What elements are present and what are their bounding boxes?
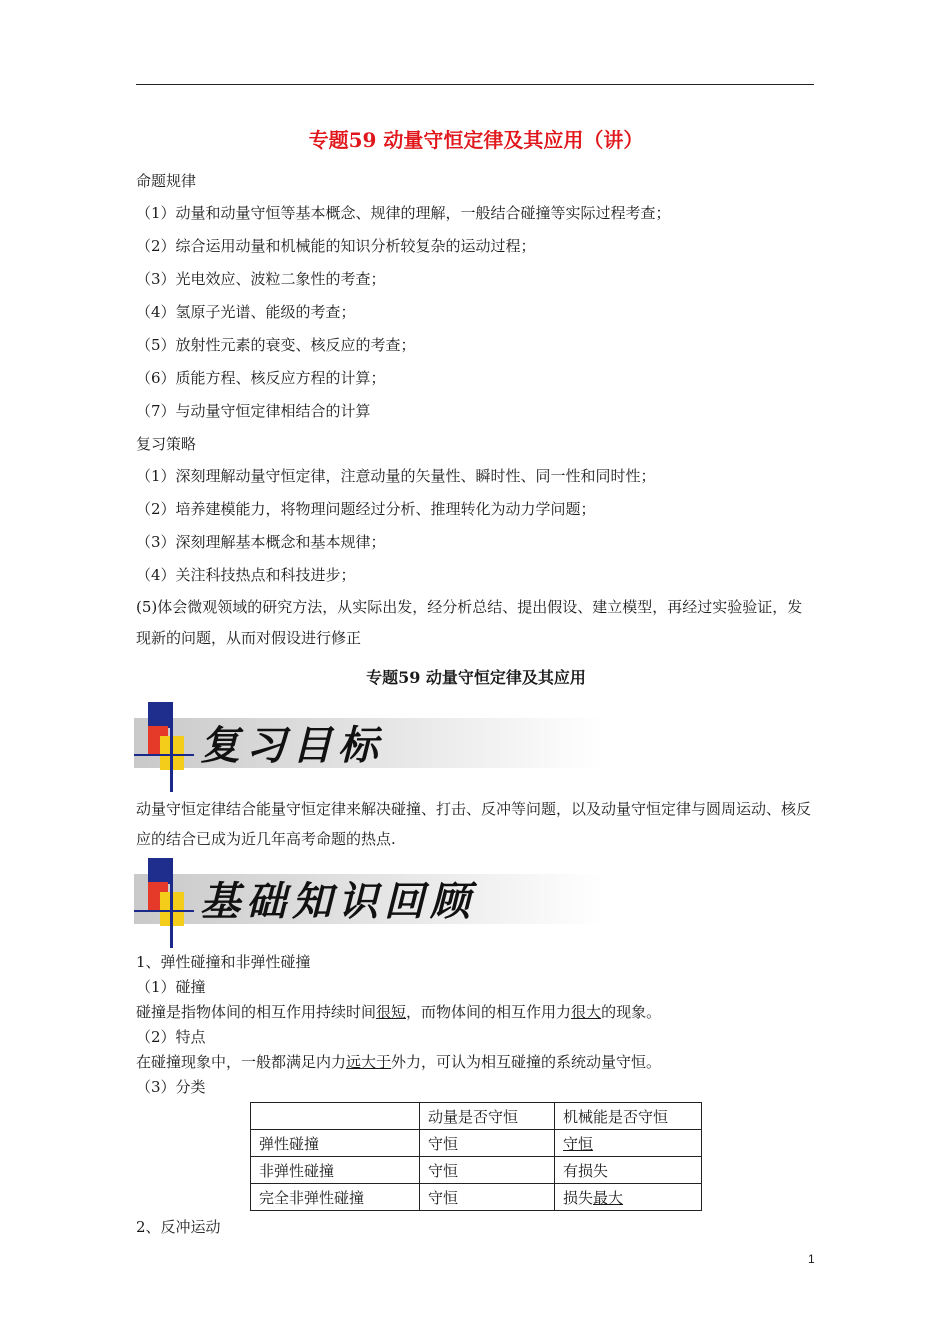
strategy-item: （1）深刻理解动量守恒定律，注意动量的矢量性、瞬时性、同一性和同时性； <box>136 467 656 485</box>
collision-classification-table <box>250 1102 702 1211</box>
rules-heading: 命题规律 <box>136 172 197 190</box>
strategy-item: （2）培养建模能力，将物理问题经过分析、推理转化为动力学问题； <box>136 500 596 518</box>
table-cell: 守恒 <box>420 1184 555 1211</box>
table-header-cell: 机械能是否守恒 <box>555 1103 702 1130</box>
blue-square-decoration <box>148 702 172 728</box>
table-cell: 守恒 <box>555 1130 702 1157</box>
collision-definition: 碰撞是指物体间的相互作用持续时间很短，而物体间的相互作用力很大的现象。 <box>136 1003 662 1021</box>
table-cell: 守恒 <box>420 1157 555 1184</box>
table-header-row <box>251 1103 702 1130</box>
table-cell: 非弹性碰撞 <box>251 1157 420 1184</box>
underlined-term: 很短 <box>376 1003 407 1021</box>
strategy-heading: 复习策略 <box>136 435 197 453</box>
rule-item: （6）质能方程、核反应方程的计算； <box>136 369 386 387</box>
rules-list <box>136 197 816 428</box>
table-cell: 损失最大 <box>555 1184 702 1211</box>
rule-item: （2）综合运用动量和机械能的知识分析较复杂的运动过程； <box>136 237 536 255</box>
strategy-item-long: (5)体会微观领域的研究方法，从实际出发，经分析总结、提出假设、建立模型，再经过实验验证，发现新的问题，从而对假设进行修正 <box>136 598 803 647</box>
page-title: 专题59 动量守恒定律及其应用（讲） <box>308 128 644 152</box>
underlined-term: 很大 <box>571 1003 602 1021</box>
subsection-heading: （1）碰撞 <box>136 978 206 996</box>
collision-feature: 在碰撞现象中，一般都满足内力远大于外力，可认为相互碰撞的系统动量守恒。 <box>136 1053 662 1071</box>
banner-title: 复习目标 <box>200 723 384 769</box>
rule-item: （7）与动量守恒定律相结合的计算 <box>136 402 371 420</box>
rule-item: （3）光电效应、波粒二象性的考查； <box>136 270 386 288</box>
blue-square-decoration <box>148 858 172 884</box>
review-goals-banner <box>134 702 816 792</box>
table-row <box>251 1130 702 1157</box>
subsection-heading: （2）特点 <box>136 1028 206 1046</box>
page-number: 1 <box>808 1252 815 1266</box>
rule-item: （5）放射性元素的衰变、核反应的考查； <box>136 336 416 354</box>
rule-item: （1）动量和动量守恒等基本概念、规律的理解，一般结合碰撞等实际过程考查； <box>136 204 671 222</box>
intro-paragraph: 动量守恒定律结合能量守恒定律来解决碰撞、打击、反冲等问题，以及动量守恒定律与圆周运动、核反应的结合已成为近几年高考命题的热点. <box>136 800 812 848</box>
table-cell: 有损失 <box>555 1157 702 1184</box>
basic-knowledge-banner <box>134 858 816 948</box>
section-heading: 2、反冲运动 <box>136 1218 221 1236</box>
table-row <box>251 1157 702 1184</box>
section-heading: 1、弹性碰撞和非弹性碰撞 <box>136 953 311 971</box>
header-rule <box>136 84 814 85</box>
table-header-cell <box>251 1103 420 1130</box>
table-cell: 守恒 <box>420 1130 555 1157</box>
table-row <box>251 1184 702 1211</box>
rule-item: （4）氢原子光谱、能级的考查； <box>136 303 356 321</box>
document-body <box>136 116 816 1240</box>
section-subtitle: 专题59 动量守恒定律及其应用 <box>366 668 586 687</box>
strategy-item: （3）深刻理解基本概念和基本规律； <box>136 533 386 551</box>
strategy-item: （4）关注科技热点和科技进步； <box>136 566 356 584</box>
subsection-heading: （3）分类 <box>136 1078 206 1096</box>
underlined-term: 远大于 <box>346 1053 392 1071</box>
table-cell: 完全非弹性碰撞 <box>251 1184 420 1211</box>
table-header-cell: 动量是否守恒 <box>420 1103 555 1130</box>
banner-title: 基础知识回顾 <box>200 879 476 925</box>
table-cell: 弹性碰撞 <box>251 1130 420 1157</box>
strategy-list <box>136 460 816 654</box>
